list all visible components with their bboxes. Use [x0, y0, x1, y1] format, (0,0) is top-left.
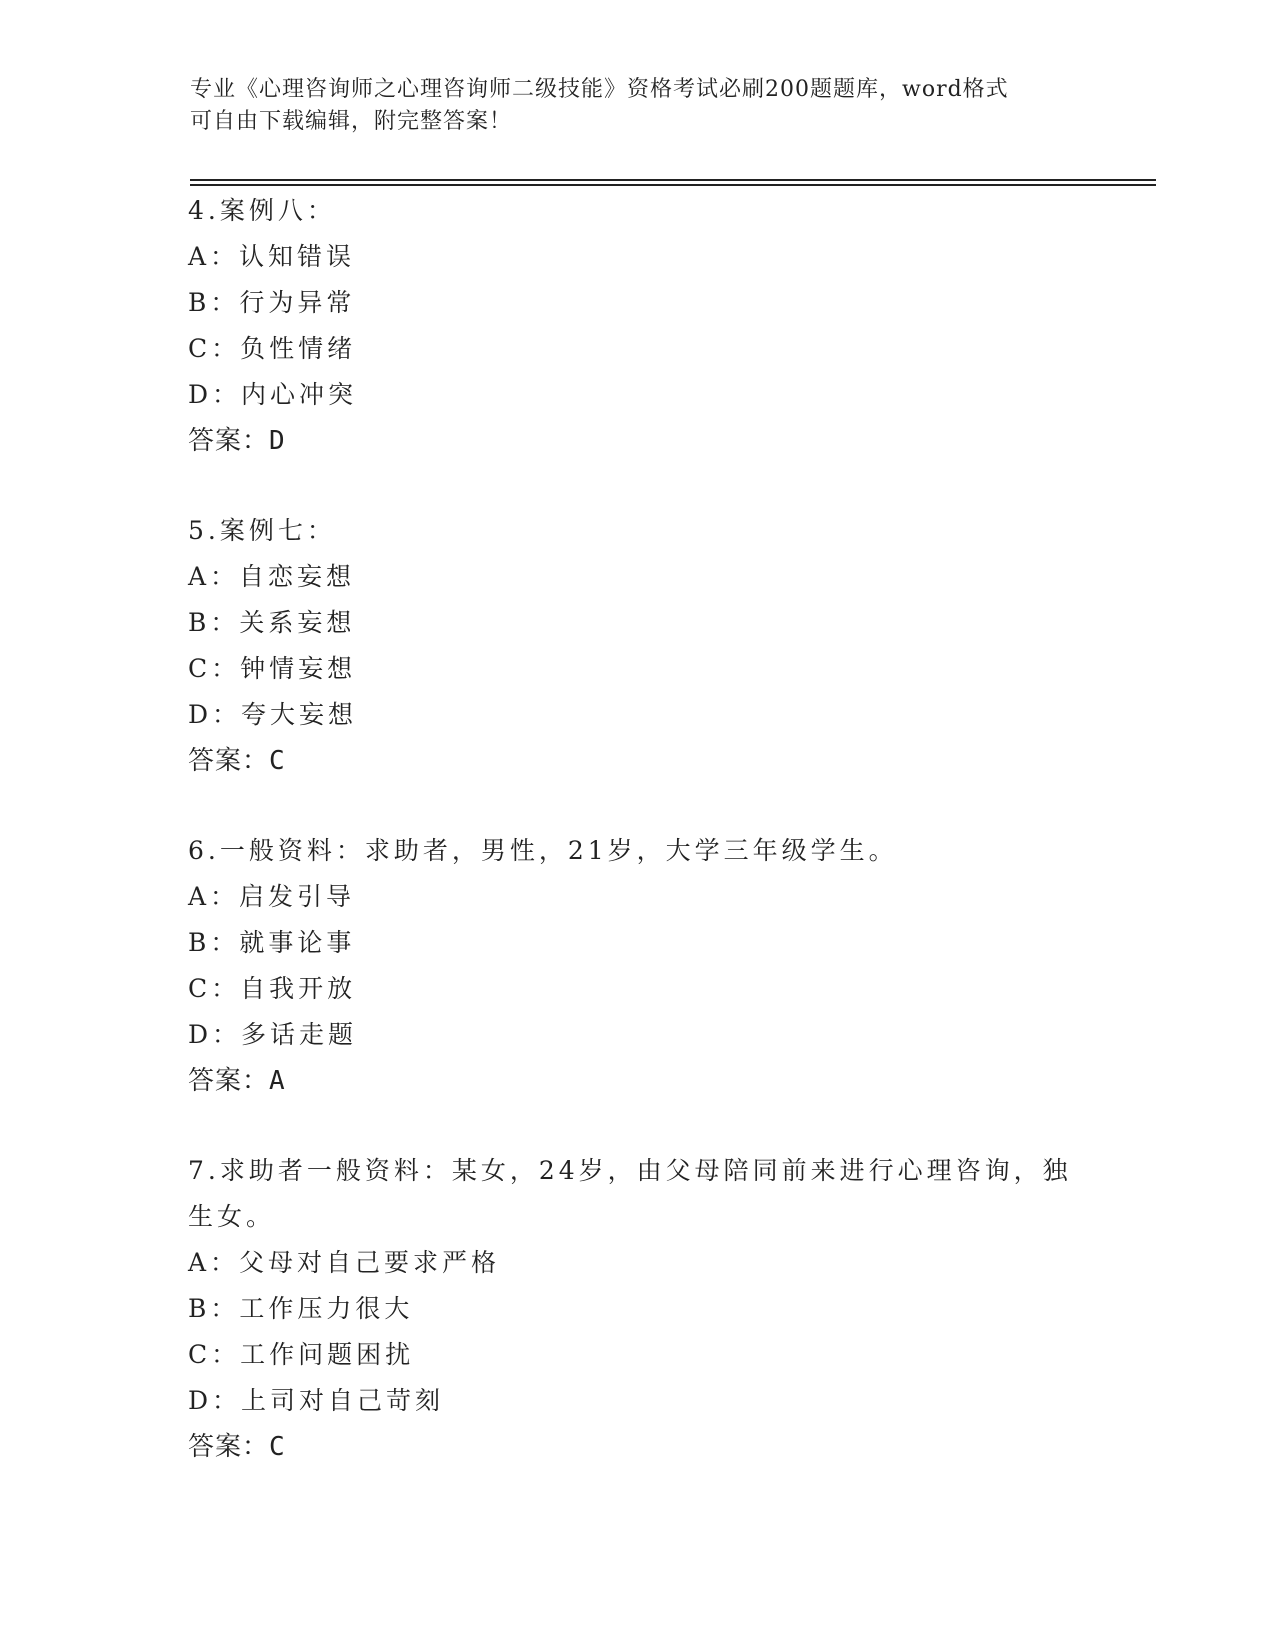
- option-a: A：认知错误: [188, 242, 356, 271]
- answer-value: C: [269, 746, 286, 776]
- answer-label: 答案：: [188, 426, 270, 456]
- answer-label: 答案：: [188, 746, 270, 776]
- option-a: A：启发引导: [188, 882, 356, 911]
- option-a: A：自恋妄想: [188, 562, 356, 591]
- document-header: [190, 74, 1090, 138]
- answer-line: [188, 1424, 1088, 1470]
- option-d: D：内心冲突: [188, 380, 358, 409]
- answer-line: [188, 418, 1088, 464]
- question-7: [188, 1148, 1088, 1470]
- question-stem: 6.一般资料：求助者，男性，21岁，大学三年级学生。: [188, 836, 898, 865]
- option-b: B：就事论事: [188, 928, 356, 957]
- question-stem: 4.案例八：: [188, 196, 336, 225]
- header-line-2: 可自由下载编辑，附完整答案！: [190, 109, 513, 134]
- answer-line: [188, 738, 1088, 784]
- option-d: D：上司对自己苛刻: [188, 1386, 445, 1415]
- question-stem-line-1: 7.求助者一般资料：某女，24岁，由父母陪同前来进行心理咨询，独: [188, 1156, 1072, 1185]
- answer-value: A: [269, 1066, 286, 1096]
- question-stem: 5.案例七：: [188, 516, 336, 545]
- question-4: [188, 188, 1088, 464]
- option-b: B：工作压力很大: [188, 1294, 414, 1323]
- question-stem-line-2: 生女。: [188, 1202, 276, 1231]
- answer-label: 答案：: [188, 1432, 270, 1462]
- question-5: [188, 508, 1088, 784]
- option-c: C：自我开放: [188, 974, 357, 1003]
- answer-label: 答案：: [188, 1066, 270, 1096]
- option-c: C：工作问题困扰: [188, 1340, 415, 1369]
- question-6: [188, 828, 1088, 1104]
- option-c: C：负性情绪: [188, 334, 357, 363]
- answer-value: D: [269, 426, 286, 456]
- option-c: C：钟情妄想: [188, 654, 357, 683]
- answer-line: [188, 1058, 1088, 1104]
- option-b: B：关系妄想: [188, 608, 356, 637]
- option-a: A：父母对自己要求严格: [188, 1248, 501, 1277]
- option-d: D：夸大妄想: [188, 700, 358, 729]
- header-divider-bottom: [190, 184, 1156, 186]
- answer-value: C: [269, 1432, 286, 1462]
- header-divider-top: [190, 179, 1156, 181]
- option-b: B：行为异常: [188, 288, 356, 317]
- header-line-1: 专业《心理咨询师之心理咨询师二级技能》资格考试必刷200题题库，word格式: [190, 77, 1009, 102]
- option-d: D：多话走题: [188, 1020, 358, 1049]
